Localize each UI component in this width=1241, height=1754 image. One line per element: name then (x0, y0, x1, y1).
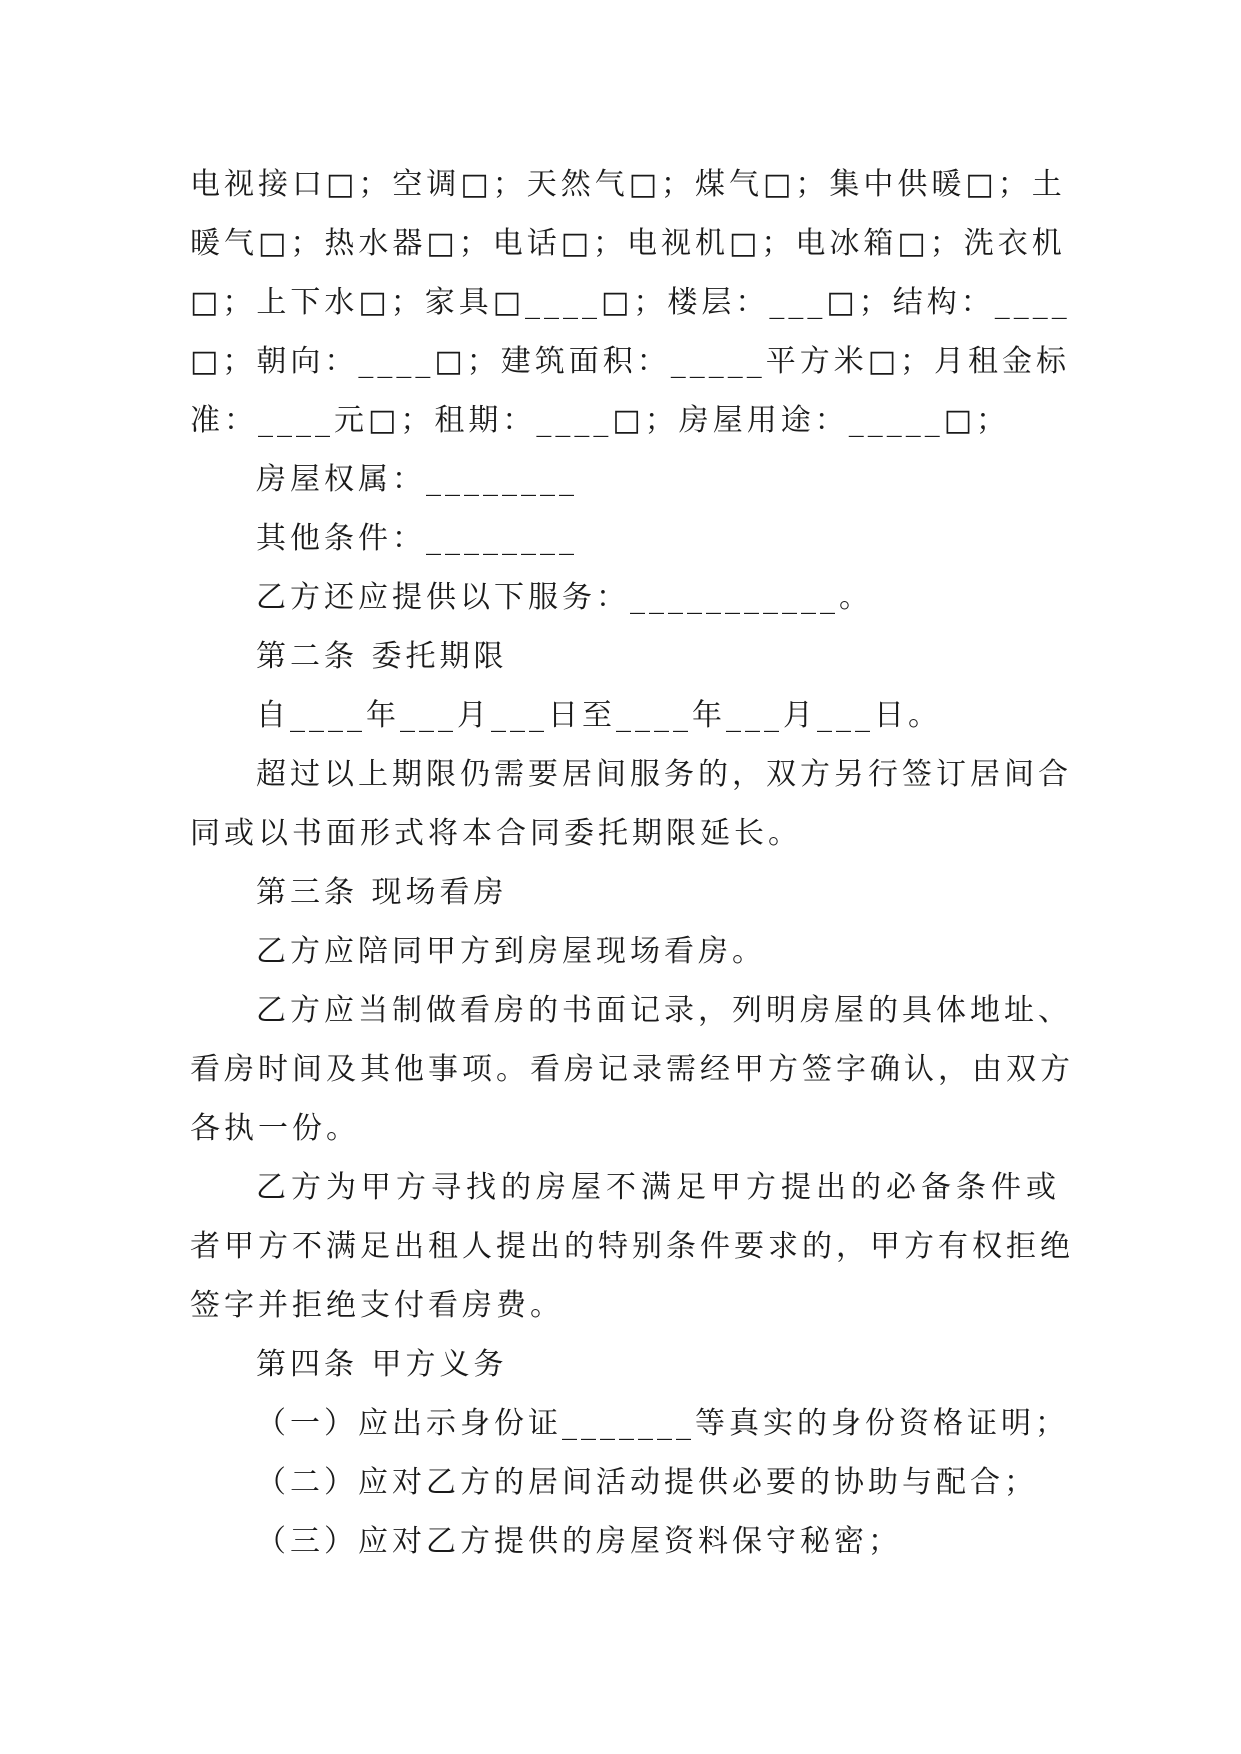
text-line: □；朝向：____□；建筑面积：_____平方米□；月租金标 (190, 344, 1071, 379)
text-line: 乙方为甲方寻找的房屋不满足甲方提出的必备条件或 (256, 1170, 1060, 1205)
list-item: （一）应出示身份证_______等真实的身份资格证明； (256, 1406, 1069, 1441)
text-line: 房屋权属：________ (256, 462, 578, 497)
text-line: 自____年___月___日至____年___月___日。 (256, 698, 942, 733)
document-body (190, 155, 1074, 1571)
text-line: 准：____元□；租期：____□；房屋用途：_____□； (190, 403, 1011, 438)
list-item: （三）应对乙方提供的房屋资料保守秘密； (256, 1524, 902, 1559)
text-line: 者甲方不满足出租人提出的特别条件要求的，甲方有权拒绝 (190, 1229, 1074, 1264)
text-line: 其他条件：________ (256, 521, 578, 556)
text-line: 乙方应陪同甲方到房屋现场看房。 (256, 934, 766, 969)
text-line: 乙方应当制做看房的书面记录，列明房屋的具体地址、 (256, 993, 1072, 1028)
text-line: 暖气□；热水器□；电话□；电视机□；电冰箱□；洗衣机 (190, 226, 1066, 261)
text-line: 同或以书面形式将本合同委托期限延长。 (190, 816, 802, 851)
text-line: 电视接口□；空调□；天然气□；煤气□；集中供暖□；土 (190, 167, 1066, 202)
section-heading: 第三条 现场看房 (256, 875, 508, 910)
text-line: □；上下水□；家具□____□；楼层：___□；结构：____ (190, 285, 1071, 320)
text-line: 超过以上期限仍需要居间服务的，双方另行签订居间合 (256, 757, 1072, 792)
text-line: 看房时间及其他事项。看房记录需经甲方签字确认，由双方 (190, 1052, 1074, 1087)
text-line: 各执一份。 (190, 1111, 360, 1146)
text-line: 签字并拒绝支付看房费。 (190, 1288, 564, 1323)
text-line: 乙方还应提供以下服务：___________。 (256, 580, 873, 615)
section-heading: 第四条 甲方义务 (256, 1347, 508, 1382)
section-heading: 第二条 委托期限 (256, 639, 508, 674)
list-item: （二）应对乙方的居间活动提供必要的协助与配合； (256, 1465, 1038, 1500)
